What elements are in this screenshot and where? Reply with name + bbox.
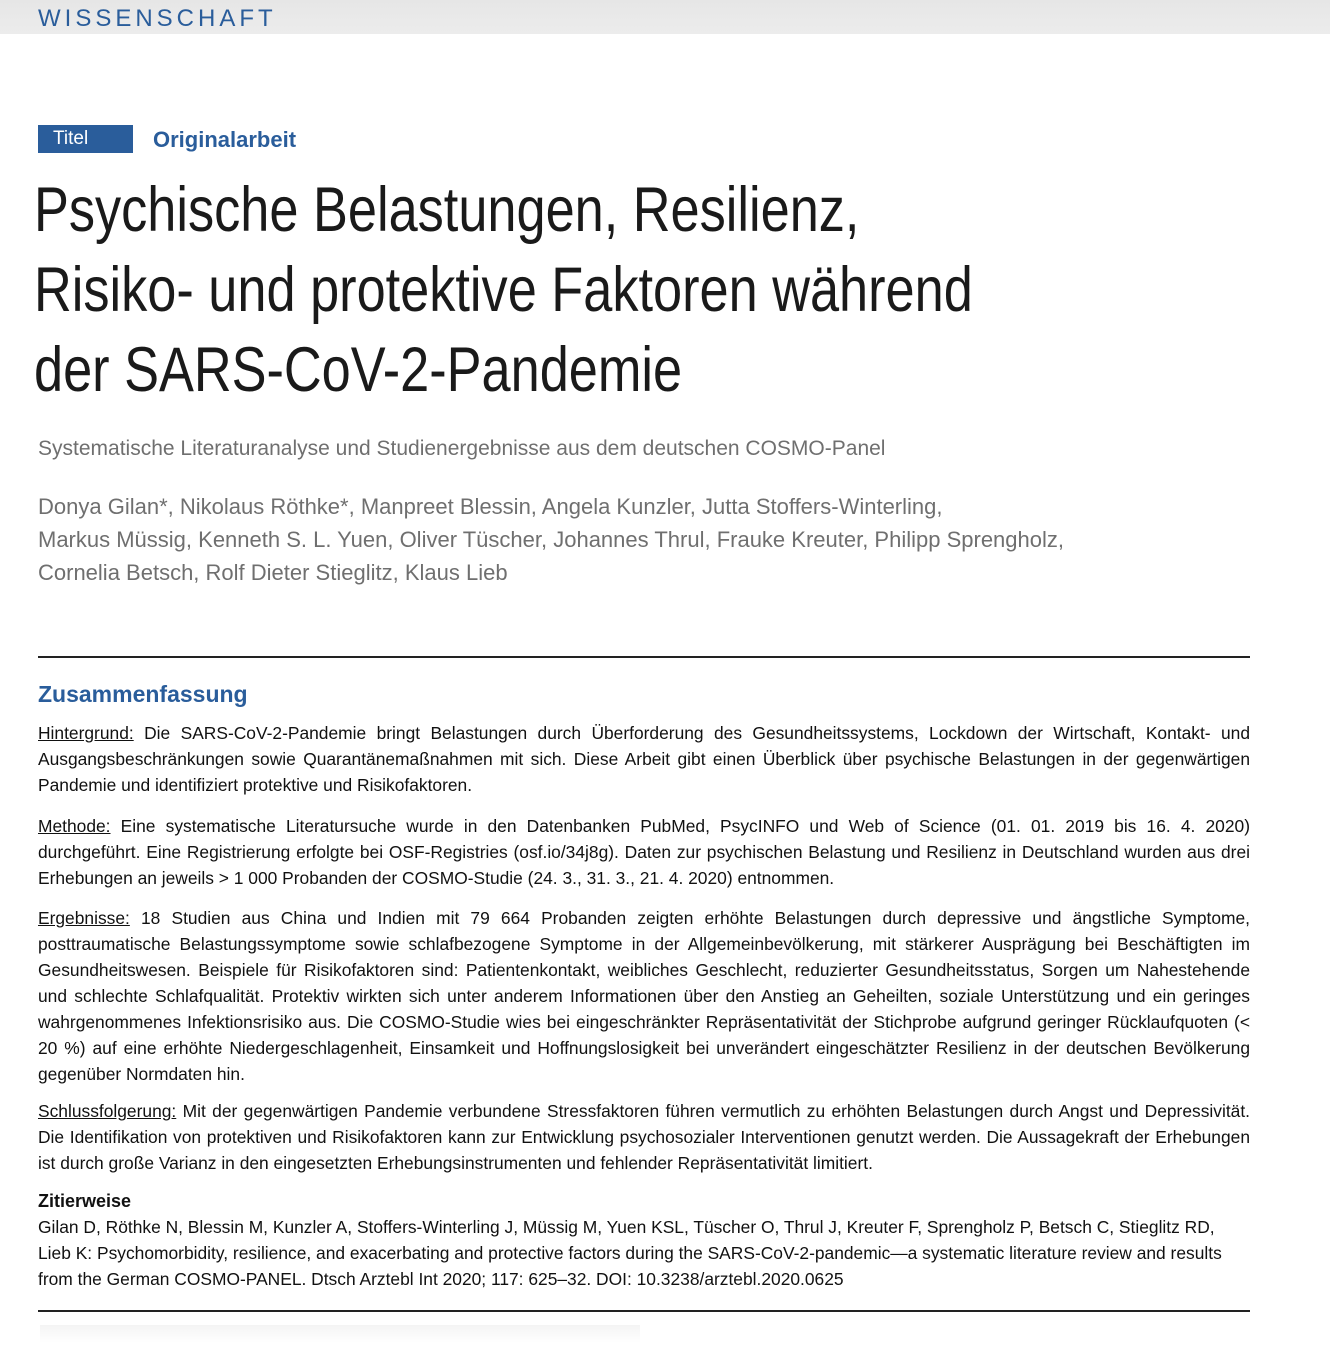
author-line: Markus Müssig, Kenneth S. L. Yuen, Oliver Tüscher, Johannes Thrul, Frauke Kreuter, Philipp Sprengholz, xyxy=(38,527,1064,552)
abstract-conclusion xyxy=(38,1098,1250,1176)
divider-top xyxy=(38,656,1250,658)
section-label-methods: Methode: xyxy=(38,816,111,836)
page-shadow xyxy=(40,1325,640,1343)
section-text: Eine systematische Literatursuche wurde in den Datenbanken PubMed, PsycINFO und Web of Science (01. 01. 2019 bis 16. 4. 2020) durchgeführt. Eine Registrierung erfolgte bei OSF-Registries (osf.io/34j8g). Daten zur psychischen Belastung und Resilienz in Deutschland wurden aus drei Erhebungen an jeweils > 1 000 Probanden der COSMO-Studie (24. 3., 31. 3., 21. 4. 2020) entnommen. xyxy=(38,816,1250,888)
title-tag: Titel xyxy=(38,125,133,153)
title-line: Psychische Belastungen, Resilienz, xyxy=(34,175,860,245)
section-text: Mit der gegenwärtigen Pandemie verbundene Stressfaktoren führen vermutlich zu erhöhten Belastungen durch Angst und Depressivität. Die Identifikation von protektiven und Risikofaktoren kann zur Entwicklung psychosozialer Interventionen genutzt werden. Die Aussagekraft der Erhebungen ist durch große Varianz in den eingesetzten Erhebungsinstrumenten und fehlender Repräsentativität limitiert. xyxy=(38,1101,1250,1173)
citation-text: Gilan D, Röthke N, Blessin M, Kunzler A, Stoffers-Winterling J, Müssig M, Yuen KSL, Tüscher O, Thrul J, Kreuter F, Sprengholz P, Betsch C, Stieglitz RD, Lieb K: Psychomorbidity, resilience, and exacerbating and protective factors during the SARS-CoV-2-pandemic—a systematic literature review and results from the German COSMO-PANEL. Dtsch Arztebl Int 2020; 117: 625–32. DOI: 10.3238/arztebl.2020.0625 xyxy=(38,1217,1222,1289)
section-label: WISSENSCHAFT xyxy=(38,5,277,32)
section-text: 18 Studien aus China und Indien mit 79 664 Probanden zeigten erhöhte Belastungen durch depressive und ängstliche Symptome, posttraumatische Belastungssymptome sowie schlafbezogene Symptome in der Allgemeinbevölkerung, mit stärkerer Ausprägung bei Beschäftigten im Gesundheitswesen. Beispiele für Risikofaktoren sind: Patientenkontakt, weibliches Geschlecht, reduzierter Gesundheitsstatus, Sorgen um Nahestehende und schlechte Schlafqualität. Protektiv wirkten sich unter anderem Informationen über den Anstieg an Geheilten, soziale Unterstützung und ein geringes wahrgenommenes Infektionsrisiko aus. Die COSMO-Studie wies bei eingeschränkter Repräsentativität der Stichprobe aufgrund geringer Rücklaufquoten (< 20 %) auf eine erhöhte Niedergeschlagenheit, Einsamkeit und Hoffnungslosigkeit bei unverändert eingeschätzter Resilienz in der deutschen Bevölkerung gegenüber Normdaten hin. xyxy=(38,908,1250,1084)
section-text: Die SARS-CoV-2-Pandemie bringt Belastungen durch Überforderung des Gesundheitssystems, Lockdown der Wirtschaft, Kontakt- und Ausgangsbeschränkungen sowie Quarantänemaßnahmen mit sich. Diese Arbeit gibt einen Überblick über psychische Belastungen in der gegenwärtigen Pandemie und identifiziert protektive und Risikofaktoren. xyxy=(38,723,1250,795)
abstract-methods xyxy=(38,813,1250,891)
section-label-background: Hintergrund: xyxy=(38,723,134,743)
section-label-conclusion: Schlussfolgerung: xyxy=(38,1101,177,1121)
article-title xyxy=(34,170,1030,410)
author-list xyxy=(38,490,1238,589)
divider-bottom xyxy=(38,1310,1250,1312)
title-line: Risiko- und protektive Faktoren während xyxy=(34,255,973,325)
section-label-results: Ergebnisse: xyxy=(38,908,130,928)
author-line: Donya Gilan*, Nikolaus Röthke*, Manpreet Blessin, Angela Kunzler, Jutta Stoffers-Winterling, xyxy=(38,494,943,519)
section-header-bar xyxy=(0,0,1330,34)
article-subtitle: Systematische Literaturanalyse und Studienergebnisse aus dem deutschen COSMO-Panel xyxy=(38,437,886,460)
abstract-background xyxy=(38,720,1250,798)
title-line: der SARS-CoV-2-Pandemie xyxy=(34,335,683,405)
abstract-heading: Zusammenfassung xyxy=(38,681,248,707)
author-line: Cornelia Betsch, Rolf Dieter Stieglitz, Klaus Lieb xyxy=(38,560,508,585)
article-type: Originalarbeit xyxy=(153,127,297,152)
abstract-results xyxy=(38,905,1250,1087)
citation-heading: Zitierweise xyxy=(38,1191,132,1211)
